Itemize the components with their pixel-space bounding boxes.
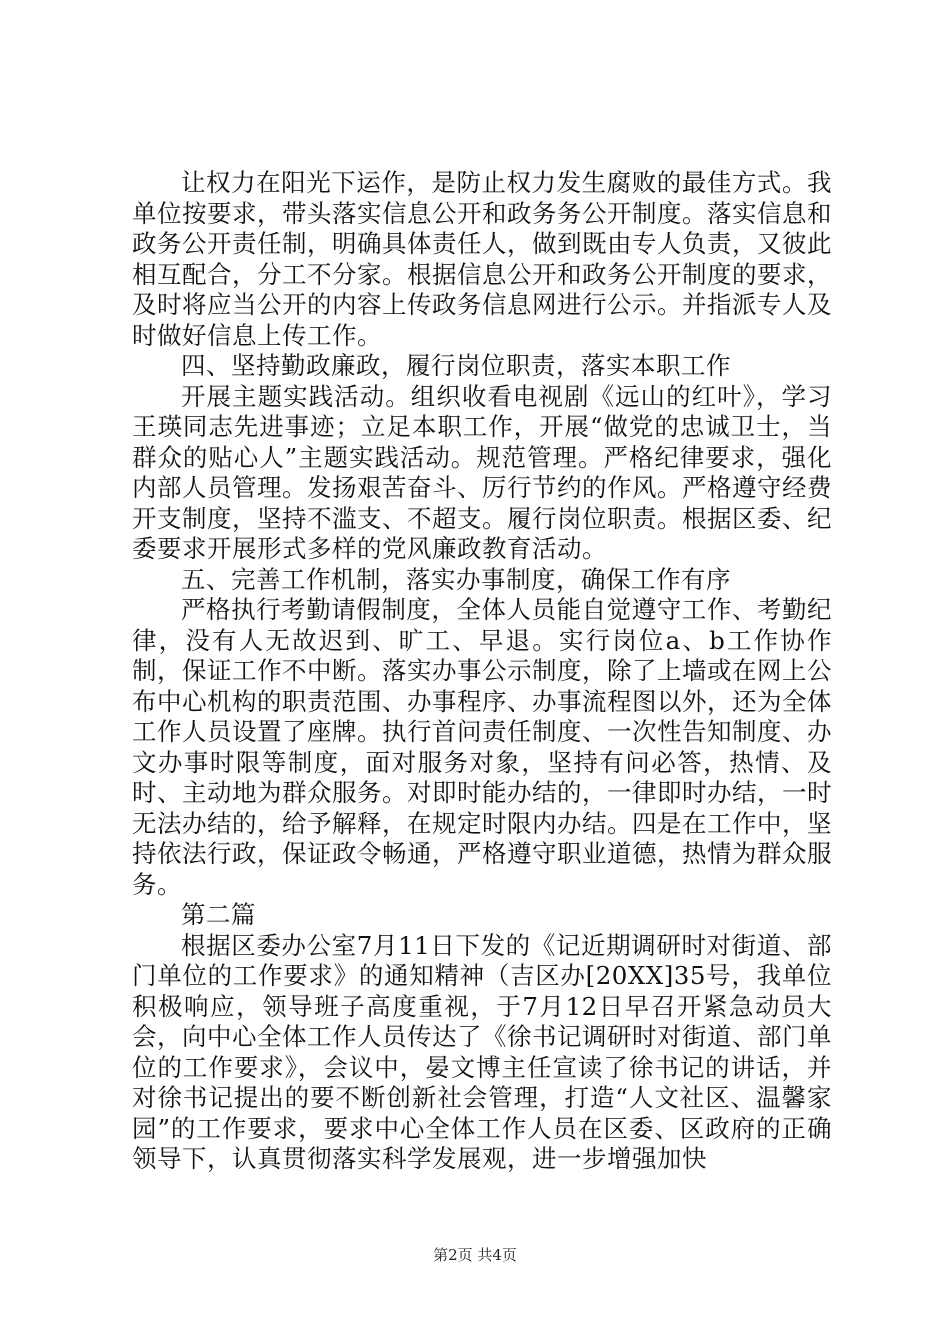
heading-section-five: 五、完善工作机制，落实办事制度，确保工作有序	[181, 564, 731, 594]
page-footer: 第2页 共4页	[433, 1246, 517, 1264]
paragraph-district-notice: 根据区委办公室7月11日下发的《记近期调研时对街道、部门单位的工作要求》的通知精神（吉区办[20XX]35号，我单位积极响应，领导班子高度重视，于7月12日早召开紧急动员大会，向中心全体工作人员传达了《徐书记调研时对街道、部门单位的工作要求》，会议中，晏文博主任宣读了徐书记的讲话，并对徐书记提出的要不断创新社会管理，打造“人文社区、温馨家园”的工作要求，要求中心全体工作人员在区委、区政府的正确领导下，认真贯彻落实科学发展观，进一步增强加快	[132, 930, 832, 1173]
document-body	[132, 168, 832, 1175]
paragraph-theme-practice: 开展主题实践活动。组织收看电视剧《远山的红叶》，学习王瑛同志先进事迹；立足本职工作，开展“做党的忠诚卫士，当群众的贴心人”主题实践活动。规范管理。严格纪律要求，强化内部人员管理。发扬艰苦奋斗、厉行节约的作风。严格遵守经费开支制度，坚持不滥支、不超支。履行岗位职责。根据区委、纪委要求开展形式多样的党风廉政教育活动。	[132, 381, 832, 563]
paragraph-sunshine-power: 让权力在阳光下运作，是防止权力发生腐败的最佳方式。我单位按要求，带头落实信息公开和政务务公开制度。落实信息和政务公开责任制，明确具体责任人，做到既由专人负责，又彼此相互配合，分工不分家。根据信息公开和政务公开制度的要求，及时将应当公开的内容上传政务信息网进行公示。并指派专人及时做好信息上传工作。	[132, 168, 832, 350]
heading-section-four: 四、坚持勤政廉政，履行岗位职责，落实本职工作	[181, 351, 731, 380]
heading-part-two: 第二篇	[181, 900, 256, 929]
paragraph-attendance-system: 严格执行考勤请假制度，全体人员能自觉遵守工作、考勤纪律，没有人无故迟到、旷工、早退。实行岗位a、b工作协作制，保证工作不中断。落实办事公示制度，除了上墙或在网上公布中心机构的职责范围、办事程序、办事流程图以外，还为全体工作人员设置了座牌。执行首问责任制度、一次性告知制度、办文办事时限等制度，面对服务对象，坚持有问必答，热情、及时、主动地为群众服务。对即时能办结的，一律即时办结，一时无法办结的，给予解释，在规定时限内办结。四是在工作中，坚持依法行政，保证政令畅通，严格遵守职业道德，热情为群众服务。	[132, 595, 832, 899]
